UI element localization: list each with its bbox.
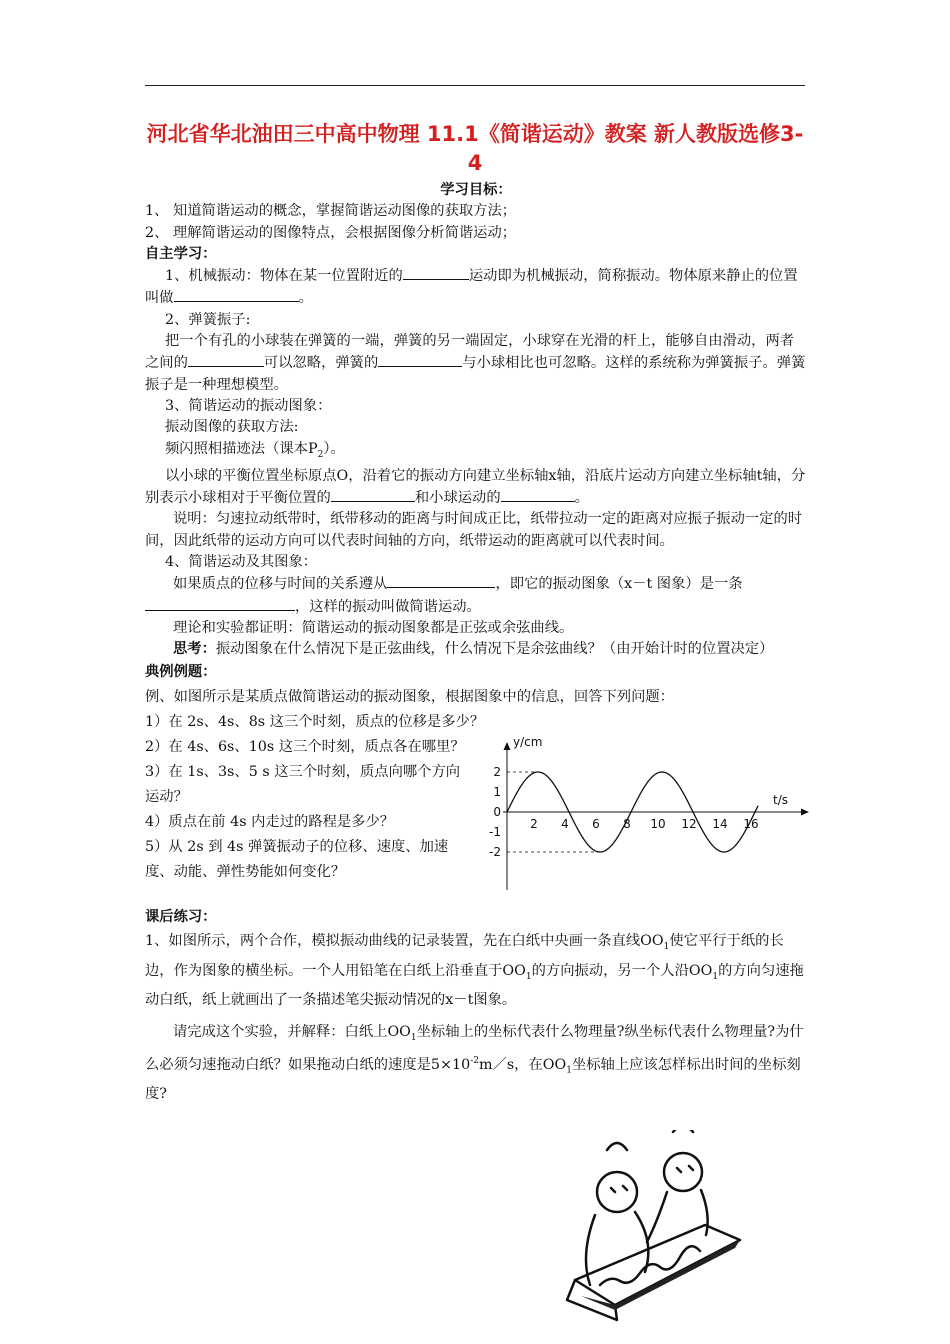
objective-2: 2、 理解简谐运动的图像特点，会根据图像分析简谐运动；	[145, 224, 517, 241]
objective-1: 1、 知道简谐运动的概念，掌握简谐运动图像的获取方法；	[145, 203, 517, 220]
y-tick-label: 2	[493, 765, 501, 780]
person-head-right	[664, 1153, 702, 1191]
fill-blank	[331, 487, 415, 502]
y-tick-label: 0	[493, 805, 501, 820]
t-tick-label: 8	[623, 817, 631, 832]
paragraph-theory: 理论和实验都证明：简谐运动的振动图象都是正弦或余弦曲线。	[173, 619, 574, 636]
paragraph-graph-heading: 3、简谐运动的振动图象：	[165, 397, 332, 414]
example-questions-and-graph	[145, 735, 807, 905]
example-heading: 典例例题：	[145, 664, 217, 681]
y-tick-labels	[489, 765, 501, 859]
example-question-4: 4）质点在前 4s 内走过的路程是多少？	[145, 814, 395, 831]
y-axis-label: y/cm	[513, 735, 543, 750]
fill-blank	[145, 596, 295, 611]
paragraph-shm-definition: 如果质点的位移与时间的关系遵从 ，即它的振动图象（x－t 图象）是一条，这样的振动叫做简谐运动。	[145, 573, 807, 618]
t-tick-label: 16	[743, 817, 759, 832]
fill-blank	[188, 352, 264, 367]
paper-dragging-illustration	[555, 1130, 755, 1330]
y-axis-arrow	[504, 742, 511, 750]
paragraph-spring-oscillator-heading: 2、弹簧振子:	[165, 311, 251, 328]
t-tick-label: 10	[650, 817, 666, 832]
exercise-paragraph-1: 1、如图所示，两个合作，模拟振动曲线的记录装置，先在白纸中央画一条直线$OO_1$使它平行于纸的长边，作为图象的横坐标。一个人用铅笔在白纸上沿垂直于$OO_1$的方向振动，另一个人沿$OO_1$的方向匀速拖动白纸，纸上就画出了一条描述笔尖振动情况的x－t图象。	[145, 933, 804, 1009]
t-tick-label: 2	[530, 817, 538, 832]
paragraph-think: 思考：振动图象在什么情况下是正弦曲线，什么情况下是余弦曲线？（由开始计时的位置决定）	[173, 641, 774, 658]
paragraph-explanation: 说明：匀速拉动纸带时，纸带移动的距离与时间成正比，纸带拉动一定的距离对应振子振动一定的时间，因此纸带的运动方向可以代表时间轴的方向，纸带运动的距离就可以代表时间。	[145, 511, 803, 549]
t-tick-label: 12	[681, 817, 697, 832]
paragraph-graph-method: 振动图像的获取方法:	[165, 419, 299, 436]
drawn-curve	[600, 1246, 700, 1285]
example-questions	[145, 735, 470, 885]
exercise-paragraph-2: 请完成这个实验，并解释：白纸上$OO_1$坐标轴上的坐标代表什么物理量?纵坐标代表什么物理量?为什么必须匀速拖动白纸？如果拖动白纸的速度是$5\times 10^{-2}m/s$，在$OO_1$坐标轴上应该怎样标出时间的坐标刻度?	[145, 1023, 804, 1103]
page-title: 河北省华北油田三中高中物理 11.1《简谐运动》教案 新人教版选修3-4	[146, 122, 804, 175]
t-tick-label: 4	[561, 817, 569, 832]
objectives-heading: 学习目标：	[440, 182, 512, 198]
y-tick-label: -1	[489, 825, 501, 840]
t-axis-arrow	[801, 809, 809, 816]
y-tick-label: 1	[493, 785, 501, 800]
paragraph-strobe-method: 频闪照相描迹法（课本$P_2$）。	[165, 440, 345, 460]
example-question-3: 3）在 1s、3s、5 s 这三个时刻，质点向哪个方向运动？	[145, 764, 461, 806]
fill-blank	[403, 265, 469, 280]
example-question-2: 2）在 4s、6s、10s 这三个时刻，质点各在哪里？	[145, 739, 465, 756]
fill-blank	[378, 352, 462, 367]
vibration-graph	[455, 730, 815, 905]
exercise-heading: 课后练习：	[145, 909, 217, 926]
paragraph-shm-heading: 4、简谐运动及其图象：	[165, 553, 318, 570]
hair-lines	[607, 1130, 693, 1150]
y-tick-label: -2	[489, 845, 501, 860]
fill-blank	[174, 287, 299, 302]
self-study-heading: 自主学习：	[145, 245, 217, 262]
t-tick-label: 6	[592, 817, 600, 832]
example-question-5: 5）从 2s 到 4s 弹簧振动子的位移、速度、加速度、动能、弹性势能如何变化？	[145, 839, 449, 881]
paragraph-spring-oscillator: 把一个有孔的小球装在弹簧的一端，弹簧的另一端固定，小球穿在光滑的杆上，能够自由滑动，两者之间的 可以忽略，弹簧的 与小球相比也可忽略。这样的系统称为弹簧振子。弹簧振子是一种理想模型。	[145, 333, 806, 393]
fill-blank	[387, 573, 495, 588]
t-tick-label: 14	[712, 817, 728, 832]
example-question-1: 1）在 2s、4s、8s 这三个时刻，质点的位移是多少？	[145, 714, 485, 731]
faces	[611, 1166, 693, 1192]
document-body	[145, 180, 807, 1107]
paragraph-axes: 以小球的平衡位置坐标原点O，沿着它的振动方向建立坐标轴x轴，沿底片运动方向建立坐标轴t轴，分别表示小球相对于平衡位置的 和小球运动的 。	[145, 467, 806, 507]
t-axis-label: t/s	[773, 793, 788, 808]
paragraph-mechanical-vibration: 1、机械振动：物体在某一位置附近的 运动即为机械振动，简称振动。物体原来静止的位置叫做 。	[145, 265, 807, 310]
person-body-right	[647, 1190, 708, 1242]
top-rule	[145, 85, 805, 86]
example-intro: 例、如图所示是某质点做简谐运动的振动图象，根据图象中的信息，回答下列问题：	[145, 689, 674, 706]
fill-blank	[501, 487, 575, 502]
t-tick-labels	[530, 817, 758, 831]
person-head-left	[597, 1172, 637, 1212]
